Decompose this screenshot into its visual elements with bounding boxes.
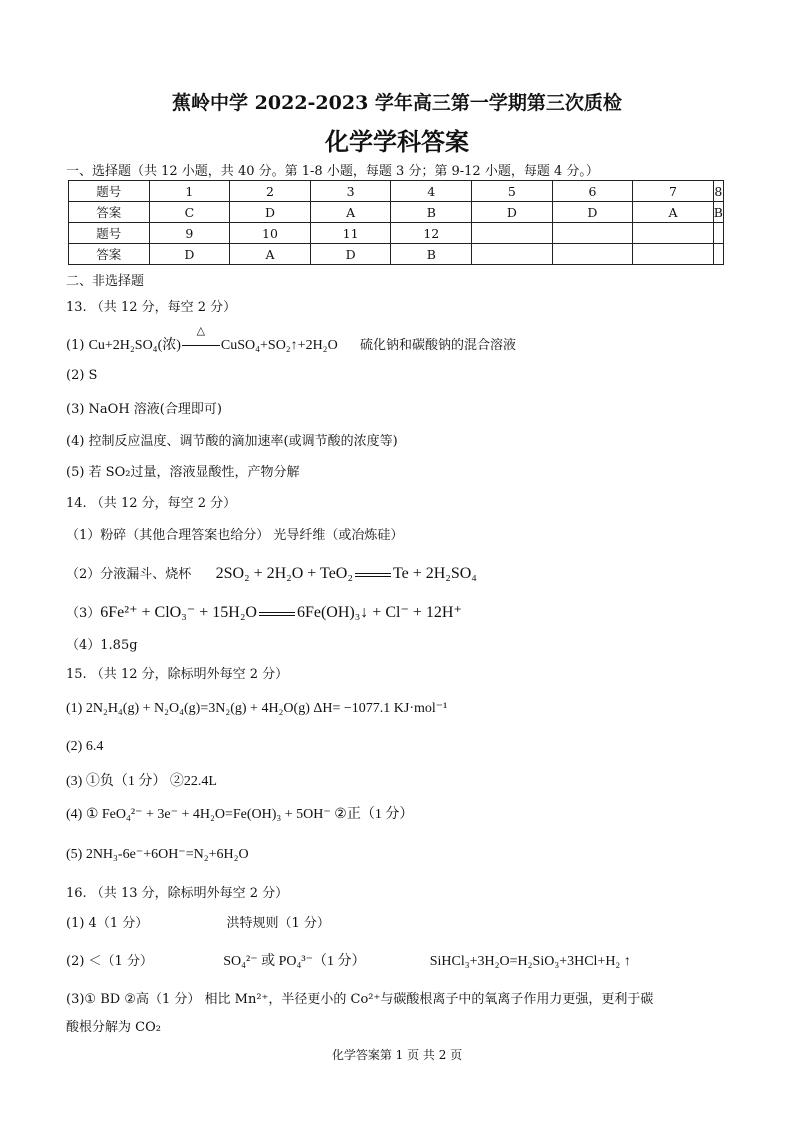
section2-heading: 二、非选择题	[66, 274, 145, 289]
q13-a1-right: CuSO₄+SO₂↑+2H₂O	[220, 338, 338, 353]
table-row-header: 题号	[69, 223, 150, 244]
table-cell	[552, 223, 633, 244]
q16-answer-1	[66, 912, 330, 931]
table-cell: D	[472, 202, 553, 223]
q15-answer-5: (5) 2NH₃-6e⁻+6OH⁻=N₂+6H₂O	[66, 847, 249, 862]
answer-table	[68, 180, 724, 265]
q13-heading: 13. （共 12 分，每空 2 分）	[66, 300, 237, 315]
table-row	[69, 223, 724, 244]
q13-a1-label: (1)	[66, 338, 85, 353]
table-row-header: 答案	[69, 202, 150, 223]
table-cell	[713, 223, 723, 244]
q13-a1-extra: 硫化钠和碳酸钠的混合溶液	[359, 338, 516, 353]
reaction-arrow	[181, 324, 221, 353]
page-footer: 化学答案第 1 页 共 2 页	[331, 1048, 463, 1062]
table-cell	[472, 223, 553, 244]
document-title: 蕉岭中学 2022-2023 学年高三第一学期第三次质检	[172, 92, 622, 114]
table-cell	[633, 244, 714, 265]
q14-a2-label: （2）分液漏斗、烧杯	[66, 567, 192, 582]
table-cell: 6	[552, 181, 633, 202]
table-cell: B	[391, 202, 472, 223]
q16-a1-right: 洪特规则（1 分）	[226, 916, 330, 931]
q15-answer-1: (1) 2N₂H₄(g) + N₂O₄(g)=3N₂(g) + 4H₂O(g) ΔH= −1077.1 KJ·mol⁻¹	[66, 701, 448, 716]
q13-answer-2: (2) S	[66, 368, 98, 383]
table-cell	[633, 223, 714, 244]
table-cell: 4	[391, 181, 472, 202]
q14-a2-right: Te + 2H₂SO₄	[392, 565, 477, 582]
q14-answer-2	[66, 563, 477, 583]
q16-answer-3-line2: 酸根分解为 CO₂	[66, 1020, 161, 1035]
table-cell: 3	[310, 181, 391, 202]
table-cell: 8	[713, 181, 723, 202]
equals-sign	[259, 612, 295, 616]
table-cell: 10	[230, 223, 311, 244]
table-cell: 7	[633, 181, 714, 202]
table-cell: 11	[310, 223, 391, 244]
q14-a3-left: 6Fe²⁺ + ClO₃⁻ + 15H₂O	[100, 604, 257, 621]
q16-a2-left: (2) ＜（1 分）	[66, 954, 153, 969]
table-cell: 1	[149, 181, 230, 202]
q14-a2-left: 2SO₂ + 2H₂O + TeO₂	[215, 565, 353, 582]
q16-a1-left: (1) 4（1 分）	[66, 916, 149, 931]
q14-answer-3	[66, 602, 462, 622]
q15-answer-2: (2) 6.4	[66, 739, 104, 754]
table-cell: D	[552, 202, 633, 223]
q14-answer-1: （1）粉碎（其他合理答案也给分） 光导纤维（或冶炼硅）	[66, 528, 404, 543]
table-cell: A	[310, 202, 391, 223]
q16-heading: 16. （共 13 分，除标明外每空 2 分）	[66, 886, 289, 901]
q13-answer-4: (4) 控制反应温度、调节酸的滴加速率(或调节酸的浓度等)	[66, 434, 398, 449]
q15-answer-4: (4) ① FeO₄²⁻ + 3e⁻ + 4H₂O=Fe(OH)₃ + 5OH⁻ ②正（1 分）	[66, 807, 414, 822]
table-cell: 9	[149, 223, 230, 244]
q14-heading: 14. （共 12 分，每空 2 分）	[66, 496, 237, 511]
q15-answer-3: (3) ①负（1 分） ②22.4L	[66, 774, 217, 789]
table-cell: A	[633, 202, 714, 223]
table-cell: D	[149, 244, 230, 265]
q16-answer-2	[66, 950, 631, 970]
table-cell: 12	[391, 223, 472, 244]
section1-heading: 一、选择题（共 12 小题，共 40 分。第 1-8 小题，每题 3 分；第 9-12 小题，每题 4 分。）	[66, 164, 599, 179]
table-cell: 2	[230, 181, 311, 202]
heat-symbol: △	[196, 324, 206, 337]
table-cell	[552, 244, 633, 265]
table-cell: B	[391, 244, 472, 265]
equals-sign	[355, 573, 391, 577]
table-row-header: 题号	[69, 181, 150, 202]
q14-a3-label: （3）	[66, 606, 101, 621]
table-row	[69, 181, 724, 202]
q13-answer-1	[66, 324, 516, 354]
table-cell: D	[310, 244, 391, 265]
table-cell: B	[713, 202, 723, 223]
q13-a1-left: Cu+2H₂SO₄(浓)	[88, 338, 181, 353]
q14-answer-4: （4）1.85g	[66, 638, 138, 653]
table-row	[69, 202, 724, 223]
table-cell: 5	[472, 181, 553, 202]
table-row	[69, 244, 724, 265]
q16-a2-right: SiHCl₃+3H₂O=H₂SiO₃+3HCl+H₂ ↑	[429, 954, 631, 969]
q15-heading: 15. （共 12 分，除标明外每空 2 分）	[66, 667, 289, 682]
q13-answer-5: (5) 若 SO₂过量，溶液显酸性，产物分解	[66, 465, 300, 480]
table-cell: D	[230, 202, 311, 223]
q16-answer-3-line1: (3)① BD ②高（1 分） 相比 Mn²⁺，半径更小的 Co²⁺与碳酸根离子中的氧离子作用力更强，更利于碳	[66, 992, 654, 1007]
table-cell	[713, 244, 723, 265]
table-cell: A	[230, 244, 311, 265]
document-subtitle: 化学学科答案	[325, 127, 469, 156]
table-row-header: 答案	[69, 244, 150, 265]
q14-a3-right: 6Fe(OH)₃↓ + Cl⁻ + 12H⁺	[296, 604, 462, 621]
q13-answer-3: (3) NaOH 溶液(合理即可)	[66, 402, 222, 417]
table-cell: C	[149, 202, 230, 223]
q16-a2-mid: SO₄²⁻ 或 PO₄³⁻（1 分）	[223, 954, 366, 969]
table-cell	[472, 244, 553, 265]
